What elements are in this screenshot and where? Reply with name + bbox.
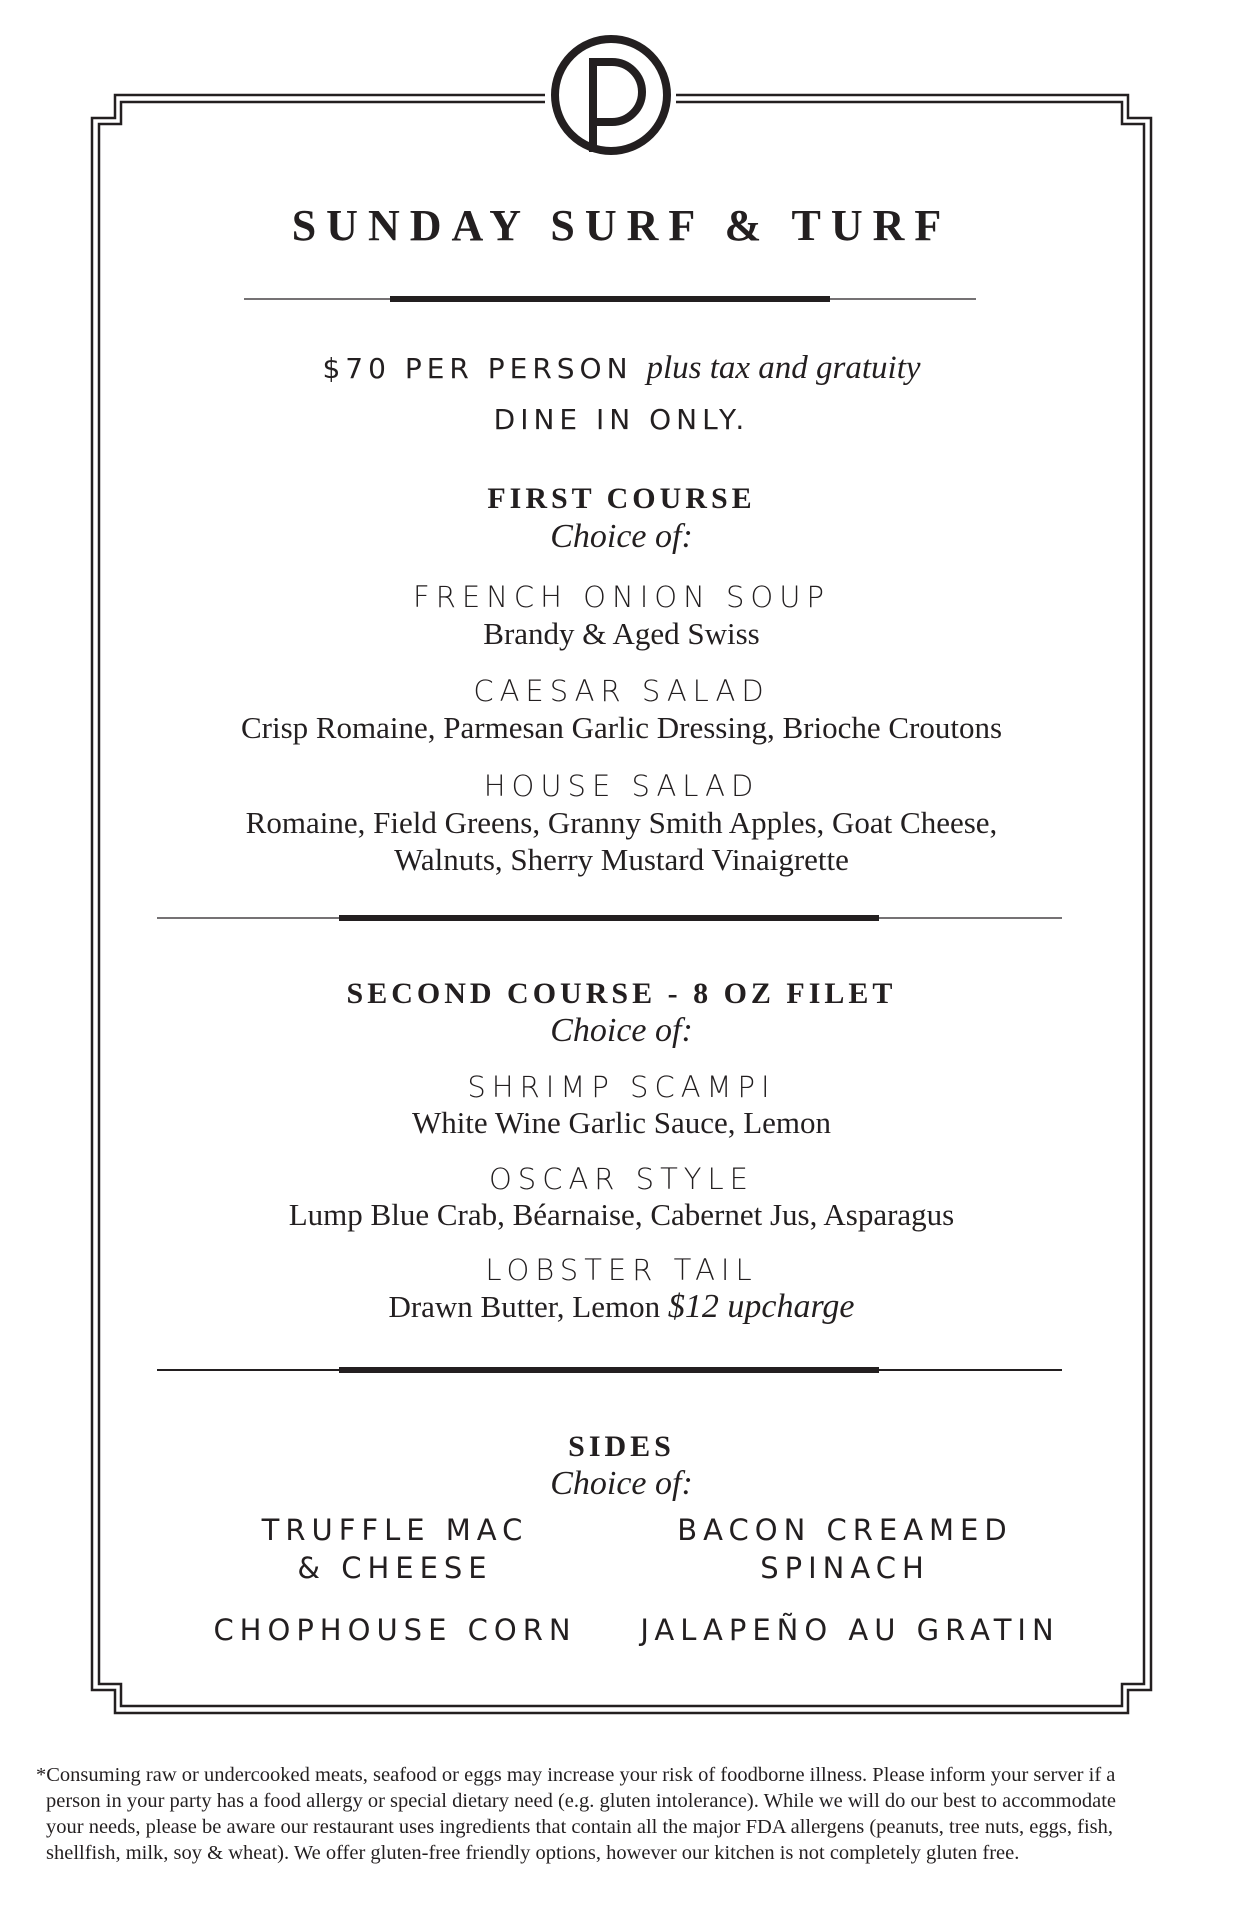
first-course-choice: Choice of:: [550, 518, 693, 555]
upcharge-note: $12 upcharge: [667, 1288, 855, 1325]
first-course-heading: FIRST COURSE: [487, 482, 756, 515]
side-line: TRUFFLE MAC: [261, 1513, 529, 1547]
item-shrimp-scampi: SHRIMP SCAMPI: [467, 1070, 776, 1104]
side-line: BACON CREAMED: [677, 1513, 1013, 1547]
price-line: [0, 350, 1243, 387]
allergen-disclaimer: [36, 1762, 1216, 1866]
item-house-salad: HOUSE SALAD: [483, 769, 760, 803]
price: $70 PER PERSON: [322, 352, 633, 385]
item-desc: Crisp Romaine, Parmesan Garlic Dressing, Brioche Croutons: [240, 710, 1003, 745]
divider-1: [244, 296, 976, 302]
menu-title: SUNDAY SURF & TURF: [291, 201, 952, 250]
price-note: plus tax and gratuity: [646, 350, 921, 386]
second-course-heading: SECOND COURSE - 8 OZ FILET: [346, 977, 897, 1010]
side-chophouse-corn: CHOPHOUSE CORN: [213, 1613, 577, 1647]
side-line: & CHEESE: [297, 1551, 493, 1585]
disclaimer-line: person in your party has a food allergy or special dietary need (e.g. gluten intolerance). While we will do our best to accommodate: [46, 1790, 1117, 1812]
divider-3: [157, 1367, 1062, 1373]
sides-heading: SIDES: [568, 1430, 675, 1463]
side-bacon-creamed-spinach: [645, 1511, 1045, 1587]
logo-p-icon: [555, 39, 667, 152]
disclaimer-line: *Consuming raw or undercooked meats, seafood or eggs may increase your risk of foodborne illness. Please inform your server if a: [36, 1764, 1116, 1786]
item-french-onion-soup: FRENCH ONION SOUP: [413, 580, 830, 614]
second-course-choice: Choice of:: [550, 1012, 693, 1049]
item-desc: Lump Blue Crab, Béarnaise, Cabernet Jus, Asparagus: [288, 1197, 955, 1232]
item-desc: Romaine, Field Greens, Granny Smith Apples, Goat Cheese,: [245, 805, 998, 840]
item-desc-line: [0, 1288, 1243, 1326]
item-desc-line2: Walnuts, Sherry Mustard Vinaigrette: [394, 842, 849, 877]
disclaimer-line: shellfish, milk, soy & wheat). We offer gluten-free friendly options, however our kitchen is not completely gluten free.: [46, 1842, 1020, 1864]
side-jalapeno-au-gratin: JALAPEÑO AU GRATIN: [640, 1613, 1060, 1647]
item-desc: Brandy & Aged Swiss: [483, 616, 760, 651]
item-desc: White Wine Garlic Sauce, Lemon: [411, 1105, 832, 1140]
disclaimer-line: your needs, please be aware our restaurant uses ingredients that contain all the major FDA allergens (peanuts, tree nuts, eggs, fish,: [46, 1816, 1114, 1838]
divider-2: [157, 915, 1062, 921]
sides-choice: Choice of:: [550, 1465, 693, 1502]
side-truffle-mac: [200, 1511, 590, 1587]
item-oscar-style: OSCAR STYLE: [488, 1162, 754, 1196]
dine-in-note: DINE IN ONLY.: [493, 403, 750, 436]
item-caesar-salad: CAESAR SALAD: [473, 674, 770, 708]
side-line: SPINACH: [760, 1551, 930, 1585]
item-lobster-tail: LOBSTER TAIL: [485, 1253, 758, 1287]
item-desc: Drawn Butter, Lemon: [388, 1289, 661, 1324]
